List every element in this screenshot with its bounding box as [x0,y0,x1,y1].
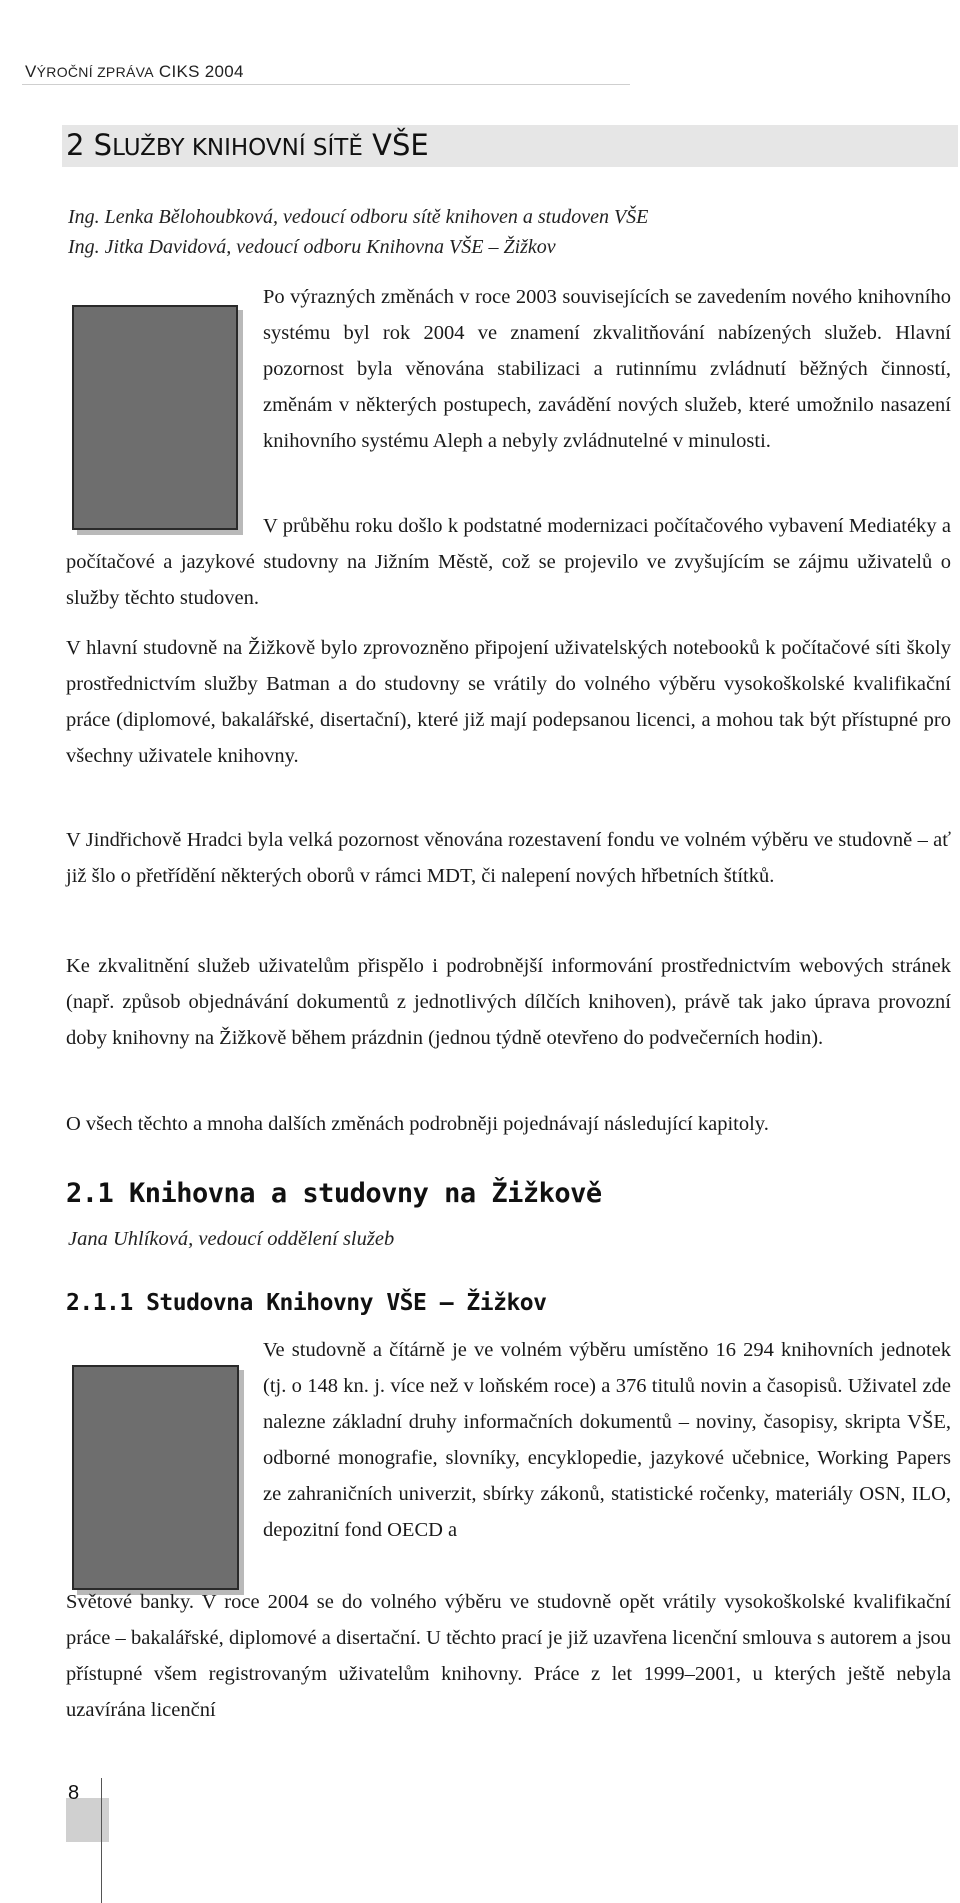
author-line: Ing. Jitka Davidová, vedoucí odboru Knihovna VŠE – Žižkov [68,236,556,258]
body-paragraph: Ke zkvalitnění služeb uživatelům přispělo i podrobnější informování prostřednictvím webových stránek (např. způsob objednávání dokumentů z jednotlivých dílčích knihoven), právě tak jako úprava provozní doby knihovny na Žižkově během prázdnin (jednou týdně otevřeno do podvečerních hodin). [66,955,951,1049]
running-title-initial: V [25,62,37,81]
body-paragraph: V hlavní studovně na Žižkově bylo zprovozněno připojení uživatelských notebooků k počítačové síti školy prostřednictvím služby Batman a do studovny se vrátily do volného výběru vysokoškolské kvalifikační práce (diplomové, bakalářské, disertační), které již mají podepsanou licenci, a mohou tak být přístupné pro všechny uživatele knihovny. [66,637,951,767]
running-title-smallcaps: ÝROČNÍ ZPRÁVA [36,64,154,80]
body-paragraph: O všech těchto a mnoha dalších změnách podrobněji pojednávají následující kapitoly. [66,1113,769,1135]
section-author: Jana Uhlíková, vedoucí oddělení služeb [68,1228,395,1250]
footer-rule [101,1778,102,1903]
author-line: Ing. Lenka Bělohoubková, vedoucí odboru sítě knihoven a studoven VŠE [68,206,649,228]
section-heading: 2.1 Knihovna a studovny na Žižkově [66,1178,602,1209]
photo-placeholder [72,1365,239,1590]
section-body-paragraph: Světové banky. V roce 2004 se do volného výběru ve studovně opět vrátily vysokoškolské kvalifikační práce – bakalářské, diplomové a disertační. U těchto prací je již uzavřena licenční smlouva s autorem a jsou přístupné všem registrovaným uživatelům knihovny. Práce z let 1999–2001, u kterých ještě nebyla uzavírána licenční [66,1591,951,1721]
intro-paragraph: Po výrazných změnách v roce 2003 souvisejících se zavedením nového knihovního systému byl rok 2004 ve znamení zkvalitňování nabízených služeb. Hlavní pozornost byla věnována stabilizaci a rutinnímu zvládnutí běžných činností, změnám v některých postupech, zavádění nových služeb, které umožnilo nasazení knihovního systému Aleph a nebyly zvládnutelné v minulosti. [263,286,951,452]
chapter-title-end: VŠE [372,128,429,162]
chapter-number: 2 S [66,128,113,162]
chapter-heading [66,128,429,162]
photo-placeholder [72,305,238,530]
chapter-title-smallcaps: LUŽBY KNIHOVNÍ SÍTĚ [112,135,363,161]
body-paragraph: V Jindřichově Hradci byla velká pozornost věnována rozestavení fondu ve volném výběru ve studovně – ať již šlo o přetřídění některých oborů v rámci MDT, či nalepení nových hřbetních štítků. [66,829,951,887]
running-title-year: CIKS 2004 [158,62,244,81]
section-intro-paragraph: Ve studovně a čítárně je ve volném výběru umístěno 16 294 knihovních jednotek (tj. o 148 kn. j. více než v loňském roce) a 376 titulů novin a časopisů. Uživatel zde nalezne základní druhy informačních dokumentů – noviny, časopisy, skripta VŠE, odborné monografie, slovníky, encyklopedie, jazykové učebnice, Working Papers ze zahraničních univerzit, sbírky zákonů, statistické ročenky, materiály OSN, ILO, depozitní fond OECD a [263,1339,951,1541]
running-header [25,62,244,82]
body-paragraph: V průběhu roku došlo k podstatné modernizaci počítačového vybavení Mediatéky a počítačové a jazykové studovny na Jižním Městě, což se projevilo ve zvyšujícím se zájmu uživatelů o služby těchto studoven. [66,515,951,609]
chapter-authors [68,202,648,262]
page-number: 8 [68,1782,80,1804]
subsection-heading: 2.1.1 Studovna Knihovny VŠE – Žižkov [66,1290,547,1316]
header-rule [22,84,630,85]
